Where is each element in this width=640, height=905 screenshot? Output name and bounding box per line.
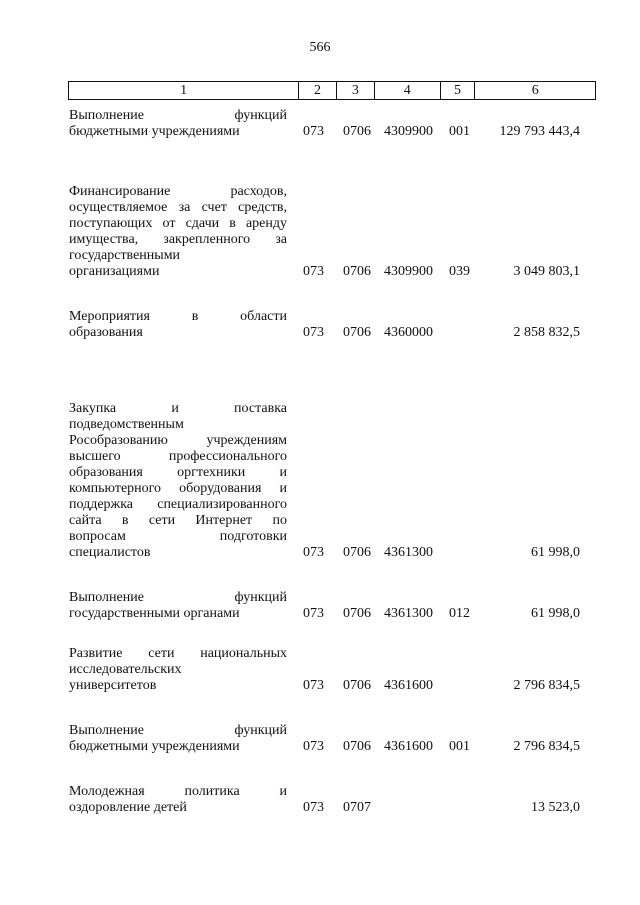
description-line: государственными органами [69, 606, 240, 621]
description-line: оздоровление детей [69, 800, 187, 815]
target-article-code: 4360000 [384, 325, 433, 340]
section-code: 0706 [343, 678, 371, 693]
section-code: 0706 [343, 264, 371, 279]
description-line: компьютерного оборудования и [69, 481, 287, 496]
target-article-code: 4361600 [384, 739, 433, 754]
amount: 129 793 443,4 [499, 124, 580, 139]
description-line: Выполнение функций [69, 590, 287, 605]
description-line: специалистов [69, 545, 151, 560]
target-article-code: 4361300 [384, 606, 433, 621]
description-line: государственными [69, 248, 181, 263]
amount: 2 858 832,5 [513, 325, 580, 340]
description-line: бюджетными учреждениями [69, 124, 240, 139]
target-article-code: 4361600 [384, 678, 433, 693]
target-article-code: 4309900 [384, 264, 433, 279]
ministry-code: 073 [303, 678, 324, 693]
description-line: организациями [69, 264, 160, 279]
description-line: имущества, закрепленного за [69, 232, 287, 247]
description-line: Финансирование расходов, [69, 184, 287, 199]
page-number: 566 [309, 40, 331, 55]
description-line: бюджетными учреждениями [69, 739, 240, 754]
description-line: Рособразованию учреждениям [69, 433, 287, 448]
ministry-code: 073 [303, 124, 324, 139]
description-line: Выполнение функций [69, 108, 287, 123]
expense-type-code: 001 [449, 739, 470, 754]
section-code: 0707 [343, 800, 371, 815]
section-code: 0706 [343, 606, 371, 621]
expense-type-code: 039 [449, 264, 470, 279]
amount: 3 049 803,1 [513, 264, 580, 279]
ministry-code: 073 [303, 606, 324, 621]
section-code: 0706 [343, 124, 371, 139]
description-line: образования [69, 325, 143, 340]
amount: 13 523,0 [531, 800, 580, 815]
header-col-4: 4 [375, 82, 441, 99]
description-line: высшего профессионального [69, 449, 287, 464]
description-line: подведомственным [69, 417, 184, 432]
header-col-2: 2 [299, 82, 337, 99]
expense-type-code: 012 [449, 606, 470, 621]
description-line: осуществляемое за счет средств, [69, 200, 287, 215]
header-col-5: 5 [441, 82, 476, 99]
description-line: Молодежная политика и [69, 784, 287, 799]
description-line: поступающих от сдачи в аренду [69, 216, 287, 231]
amount: 2 796 834,5 [513, 739, 580, 754]
target-article-code: 4309900 [384, 124, 433, 139]
description-line: исследовательских [69, 662, 182, 677]
ministry-code: 073 [303, 264, 324, 279]
ministry-code: 073 [303, 800, 324, 815]
target-article-code: 4361300 [384, 545, 433, 560]
expense-type-code: 001 [449, 124, 470, 139]
amount: 61 998,0 [531, 606, 580, 621]
section-code: 0706 [343, 545, 371, 560]
header-col-6: 6 [531, 82, 539, 98]
ministry-code: 073 [303, 325, 324, 340]
description-line: вопросам подготовки [69, 529, 287, 544]
amount: 2 796 834,5 [513, 678, 580, 693]
description-line: Выполнение функций [69, 723, 287, 738]
amount: 61 998,0 [531, 545, 580, 560]
header-col-1: 1 [69, 82, 299, 99]
description-line: образования оргтехники и [69, 465, 287, 480]
header-col-3: 3 [337, 82, 375, 99]
description-line: поддержка специализированного [69, 497, 287, 512]
description-line: университетов [69, 678, 157, 693]
description-line: сайта в сети Интернет по [69, 513, 287, 528]
description-line: Закупка и поставка [69, 401, 287, 416]
description-line: Мероприятия в области [69, 309, 287, 324]
row-description [69, 784, 287, 816]
section-code: 0706 [343, 739, 371, 754]
description-line: Развитие сети национальных [69, 646, 287, 661]
section-code: 0706 [343, 325, 371, 340]
ministry-code: 073 [303, 739, 324, 754]
ministry-code: 073 [303, 545, 324, 560]
